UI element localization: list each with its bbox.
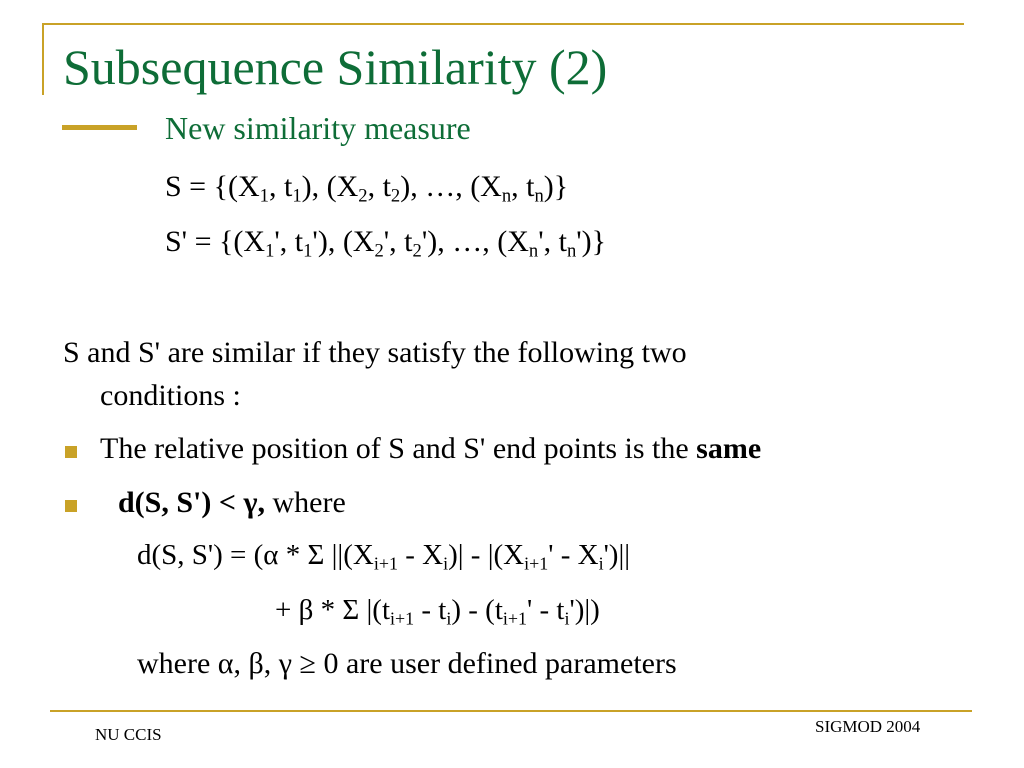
bullet-1-marker <box>65 446 77 458</box>
s-definition: $S = \{(X_1$, $t_1$), ($X_2$, $t_2$), …, ($X_n$, $t_n$)} <box>165 170 569 207</box>
intro-line-1: S and S' are similar if they satisfy the following two <box>63 336 687 369</box>
bullet-1: The relative position of S and S' end points is the same <box>100 432 762 465</box>
footer-right: SIGMOD 2004 <box>815 717 921 736</box>
bullet-2: d(S, S') < γ, where <box>118 486 346 519</box>
slide-title: Subsequence Similarity (2) <box>63 39 608 95</box>
left-rule <box>42 23 44 95</box>
distance-equation-line-2: + β * Σ $|(t_{i+1} - t_i) - (t_{i+1}' - t_i')|$) <box>275 594 600 629</box>
bullet-1-emphasis: same <box>696 432 762 465</box>
distance-equation-line-1: d(S, S') = (α * Σ $||(X_{i+1} - X_i)| - |(X_{i+1}' - X_i')||$ <box>137 539 631 574</box>
top-rule <box>42 23 964 25</box>
footer-left: NU CCIS <box>95 725 162 744</box>
intro-line-2: conditions : <box>100 379 241 412</box>
bullet-2-marker <box>65 500 77 512</box>
bullet-2-emphasis: d(S, S') < γ, <box>118 486 265 519</box>
slide-subheading: New similarity measure <box>165 110 471 146</box>
s-prime-definition: $S' = \{(X_1'$, $t_1'$), ($X_2'$, $t_2'$), …, ($X_n'$, $t_n'$)} <box>165 225 607 262</box>
footer-rule <box>50 710 972 712</box>
parameters-line: where α, β, γ ≥ 0 are user defined parameters <box>137 647 677 680</box>
title-accent-bar <box>62 125 137 130</box>
